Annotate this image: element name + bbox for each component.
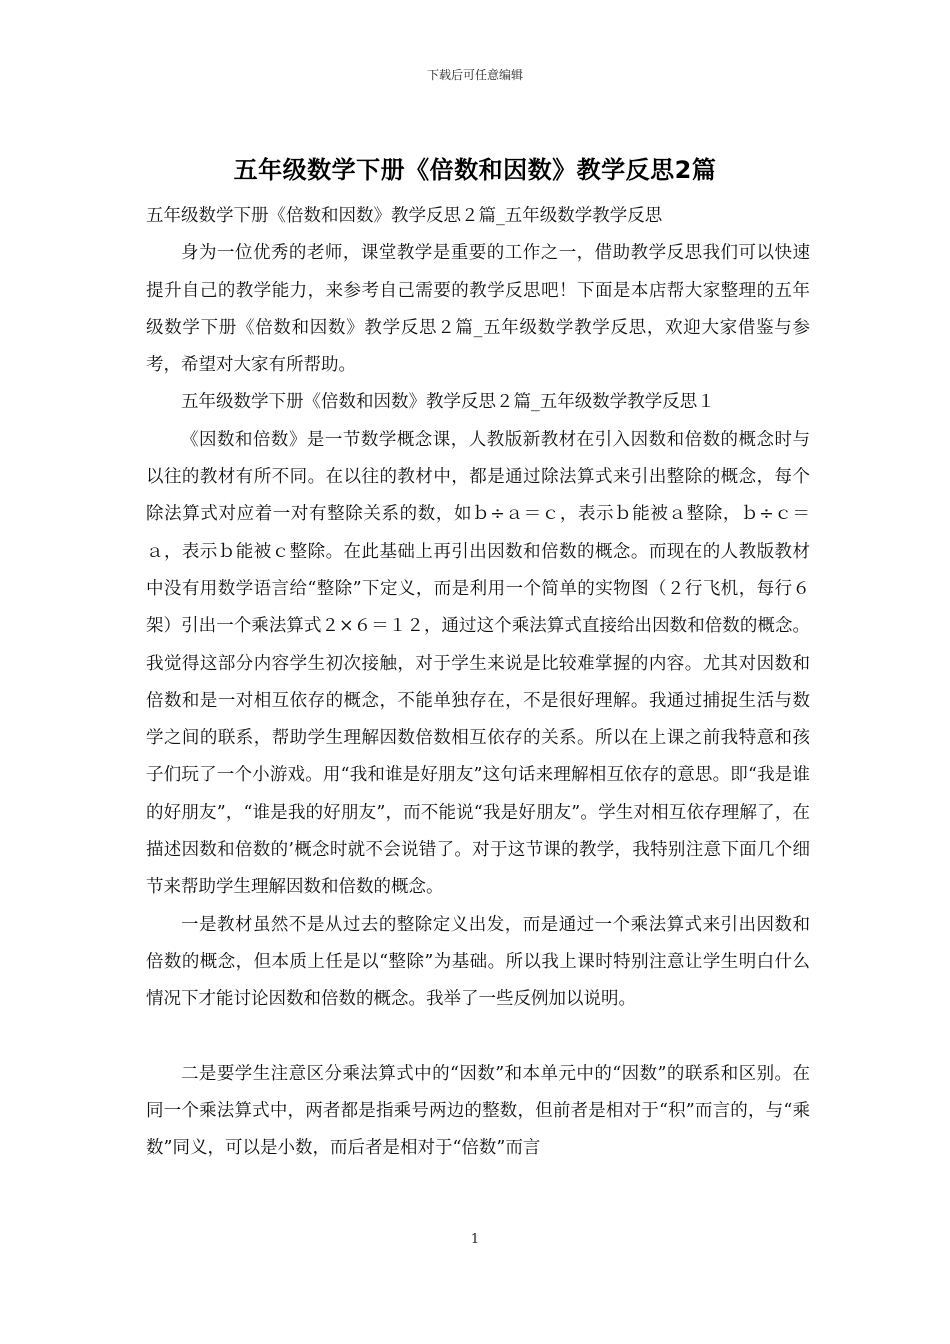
section-heading: 五年级数学下册《倍数和因数》教学反思２篇_五年级数学教学反思１ — [181, 392, 715, 413]
body-paragraph: 一是教材虽然不是从过去的整除定义出发，而是通过一个乘法算式来引出因数和倍数的概念，但本质上任是以“整除”为基础。所以我上课时特别注意让学生明白什么情况下才能讨论因数和倍数的概念。我举了一些反例加以说明。 — [146, 914, 810, 1010]
intro-paragraph: 身为一位优秀的老师，课堂教学是重要的工作之一，借助教学反思我们可以快速提升自己的教学能力，来参考自己需要的教学反思吧！下面是本店帮大家整理的五年级数学下册《倍数和因数》教学反思２篇_五年级数学教学反思，欢迎大家借鉴与参考，希望对大家有所帮助。 — [146, 243, 810, 376]
header-note: 下载后可任意编辑 — [426, 68, 523, 82]
document-title: 五年级数学下册《倍数和因数》教学反思2篇 — [233, 156, 717, 184]
page-number: 1 — [470, 1232, 480, 1247]
document-body — [146, 198, 810, 1167]
body-paragraph: 《因数和倍数》是一节数学概念课，人教版新教材在引入因数和倍数的概念时与以往的教材有所不同。在以往的教材中，都是通过除法算式来引出整除的概念，每个除法算式对应着一对有整除关系的数，如ｂ÷ａ＝ｃ，表示ｂ能被ａ整除，ｂ÷ｃ＝ａ，表示ｂ能被ｃ整除。在此基础上再引出因数和倍数的概念。而现在的人教版教材中没有用数学语言给“整除”下定义，而是利用一个简单的实物图（２行飞机，每行６架）引出一个乘法算式２×６＝１２，通过这个乘法算式直接给出因数和倍数的概念。我觉得这部分内容学生初次接触，对于学生来说是比较难掌握的内容。尤其对因数和倍数和是一对相互依存的概念，不能单独存在，不是很好理解。我通过捕捉生活与数学之间的联系，帮助学生理解因数倍数相互依存的关系。所以在上课之前我特意和孩子们玩了一个小游戏。用“我和谁是好朋友”这句话来理解相互依存的意思。即“我是谁的好朋友”，“谁是我的好朋友”，而不能说“我是好朋友”。学生对相互依存理解了，在描述因数和倍数的’概念时就不会说错了。对于这节课的教学，我特别注意下面几个细节来帮助学生理解因数和倍数的概念。 — [146, 429, 810, 898]
subtitle-line: 五年级数学下册《倍数和因数》教学反思２篇_五年级数学教学反思 — [146, 206, 663, 226]
body-paragraph: 二是要学生注意区分乘法算式中的“因数”和本单元中的“因数”的联系和区别。在同一个乘法算式中，两者都是指乘号两边的整数，但前者是相对于“积”而言的，与“乘数”同义，可以是小数，而后者是相对于“倍数”而言 — [146, 1063, 810, 1159]
